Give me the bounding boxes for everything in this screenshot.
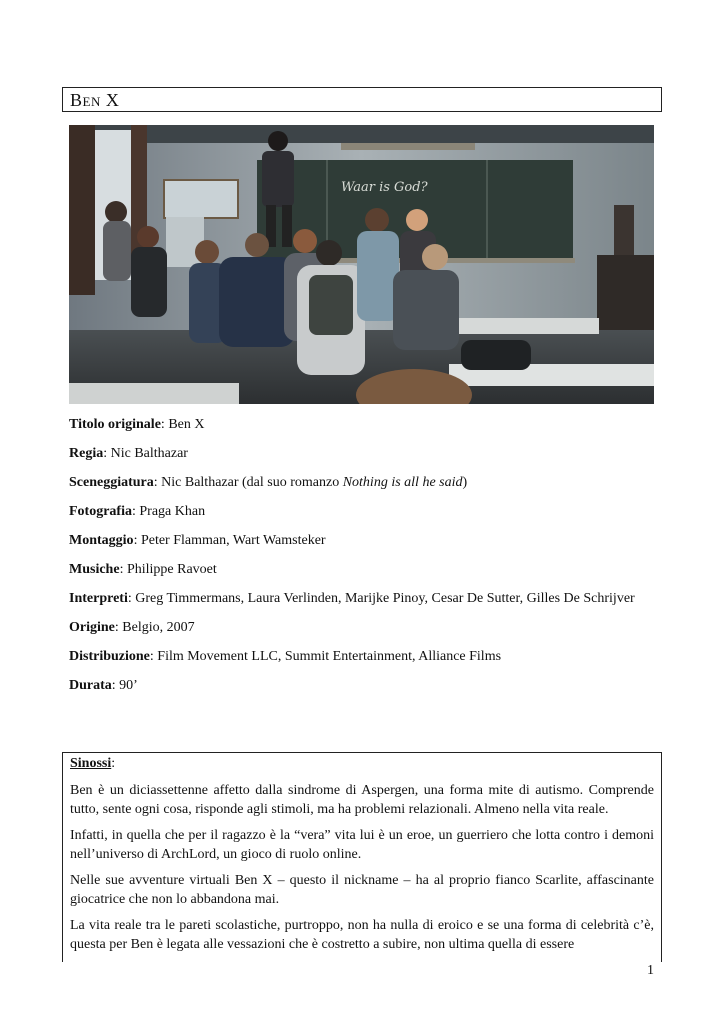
credit-value: Greg Timmermans, Laura Verlinden, Marijke Pinoy, Cesar De Sutter, Gilles De Schrijver: [135, 591, 635, 606]
credit-row: Durata: 90’: [69, 678, 138, 693]
credits-list: [69, 416, 659, 706]
title-box: [62, 87, 662, 112]
document-title: Ben X: [70, 90, 120, 110]
credit-label: Durata: [69, 678, 112, 693]
credit-label: Fotografia: [69, 504, 132, 519]
credit-label: Titolo originale: [69, 417, 161, 432]
synopsis-paragraph: Infatti, in quella che per il ragazzo è la “vera” vita lui è un eroe, un guerriero che lotta contro i demoni nell’universo di ArchLord, un gioco di ruolo online.: [70, 828, 654, 862]
credit-value-end: ): [462, 475, 468, 490]
credit-label: Distribuzione: [69, 649, 150, 664]
credit-label: Musiche: [69, 562, 120, 577]
novel-title: Nothing is all he said: [342, 475, 463, 490]
credit-label: Sceneggiatura: [69, 475, 154, 490]
credit-row: Sceneggiatura: Nic Balthazar (dal suo romanzo Nothing is all he said): [69, 475, 468, 490]
credit-label: Interpreti: [69, 591, 128, 606]
synopsis-box: [62, 752, 662, 962]
synopsis-heading: Sinossi:: [70, 756, 116, 771]
credit-row: Fotografia: Praga Khan: [69, 504, 206, 519]
classroom-scene-image: [69, 125, 654, 404]
synopsis-paragraph: La vita reale tra le pareti scolastiche, purtroppo, non ha nulla di eroico e se una forma di celebrità c’è, questa per Ben è legata alle vessazioni che è costretto a subire, non ultima quella di essere: [70, 918, 654, 952]
credit-label: Origine: [69, 620, 115, 635]
credit-value: Philippe Ravoet: [126, 562, 217, 577]
credit-value: Peter Flamman, Wart Wamsteker: [140, 533, 326, 548]
credit-label: Regia: [69, 446, 104, 461]
credit-value: Nic Balthazar (dal suo romanzo: [161, 475, 343, 490]
credit-row: Interpreti: Greg Timmermans, Laura Verlinden, Marijke Pinoy, Cesar De Sutter, Gilles De Schrijver: [69, 591, 635, 606]
credit-row: Origine: Belgio, 2007: [69, 620, 195, 635]
synopsis-paragraph: Ben è un diciassettenne affetto dalla sindrome di Aspergen, una forma mite di autismo. Comprende tutto, sente ogni cosa, risponde agli stimoli, ma ha problemi relazionali. Almeno nella vita reale.: [70, 783, 654, 817]
credit-value: Film Movement LLC, Summit Entertainment, Alliance Films: [157, 649, 502, 664]
credit-row: Musiche: Philippe Ravoet: [69, 562, 217, 577]
credit-value: 90’: [119, 678, 138, 693]
credit-label: Montaggio: [69, 533, 134, 548]
chalkboard-text: Waar is God?: [341, 180, 428, 195]
film-still-photo: [69, 125, 654, 404]
synopsis-paragraph: Nelle sue avventure virtuali Ben X – questo il nickname – ha al proprio fianco Scarlite, affascinante giocatrice che non lo abbandona mai.: [70, 873, 654, 907]
credit-row: Regia: Nic Balthazar: [69, 446, 188, 461]
page-number: 1: [647, 963, 654, 978]
credit-row: Titolo originale: Ben X: [69, 417, 205, 432]
credit-value: Praga Khan: [139, 504, 206, 519]
credit-value: Nic Balthazar: [110, 446, 188, 461]
credit-row: Distribuzione: Film Movement LLC, Summit Entertainment, Alliance Films: [69, 649, 502, 664]
credit-value: Belgio, 2007: [122, 620, 195, 635]
credit-value: Ben X: [168, 417, 205, 432]
credit-row: Montaggio: Peter Flamman, Wart Wamsteker: [69, 533, 326, 548]
